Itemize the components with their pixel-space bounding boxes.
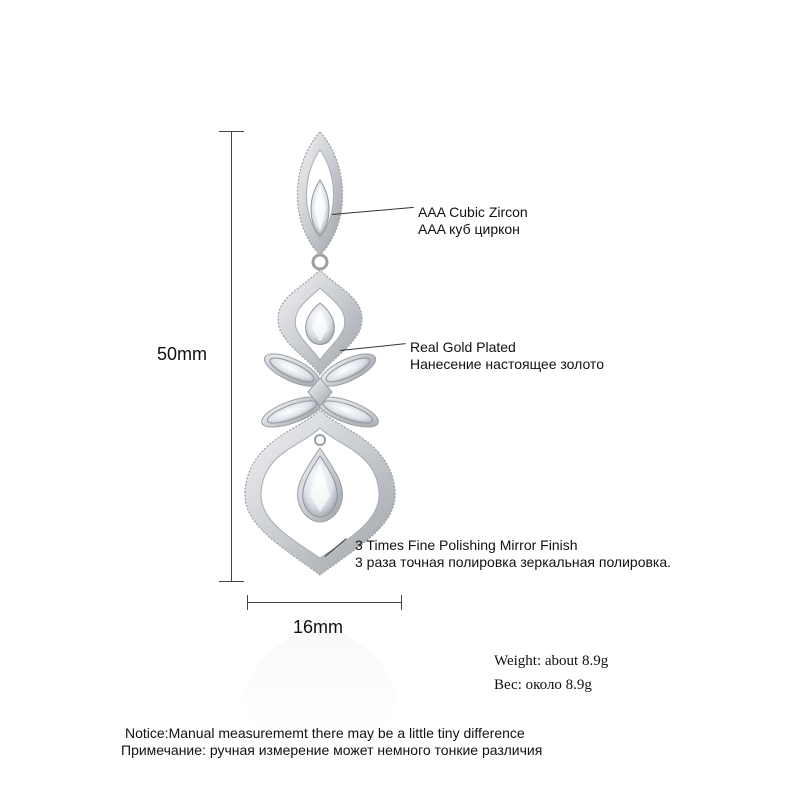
height-dimension-line <box>231 131 232 581</box>
callout-gold-en: Real Gold Plated <box>410 339 516 355</box>
width-dimension-line <box>247 602 402 603</box>
top-marquise-setting <box>298 132 343 255</box>
width-label: 16mm <box>293 617 344 637</box>
height-dimension-top-cap <box>219 131 244 132</box>
connector-loop <box>313 255 327 269</box>
callout-polish-en: 3 Times Fine Polishing Mirror Finish <box>355 537 578 553</box>
height-dimension-bottom-cap <box>219 581 244 582</box>
notice-ru: Примечание: ручная измерение может немного тонкие различия <box>121 742 543 758</box>
width-dimension-right-cap <box>401 595 402 610</box>
callout-zircon-en: AAA Cubic Zircon <box>418 204 528 220</box>
width-dimension-left-cap <box>247 595 248 610</box>
weight-en: Weight: about 8.9g <box>494 653 609 669</box>
callout-gold-ru: Нанесение настоящее золото <box>410 356 604 372</box>
notice-en: Notice:Manual measurememt there may be a little tiny difference <box>125 725 525 741</box>
weight-ru: Вес: около 8.9g <box>494 677 592 693</box>
callout-zircon-ru: AAA куб циркон <box>418 221 520 237</box>
callout-polish-ru: 3 раза точная полировка зеркальная полировка. <box>355 554 672 570</box>
height-label: 50mm <box>157 344 208 364</box>
